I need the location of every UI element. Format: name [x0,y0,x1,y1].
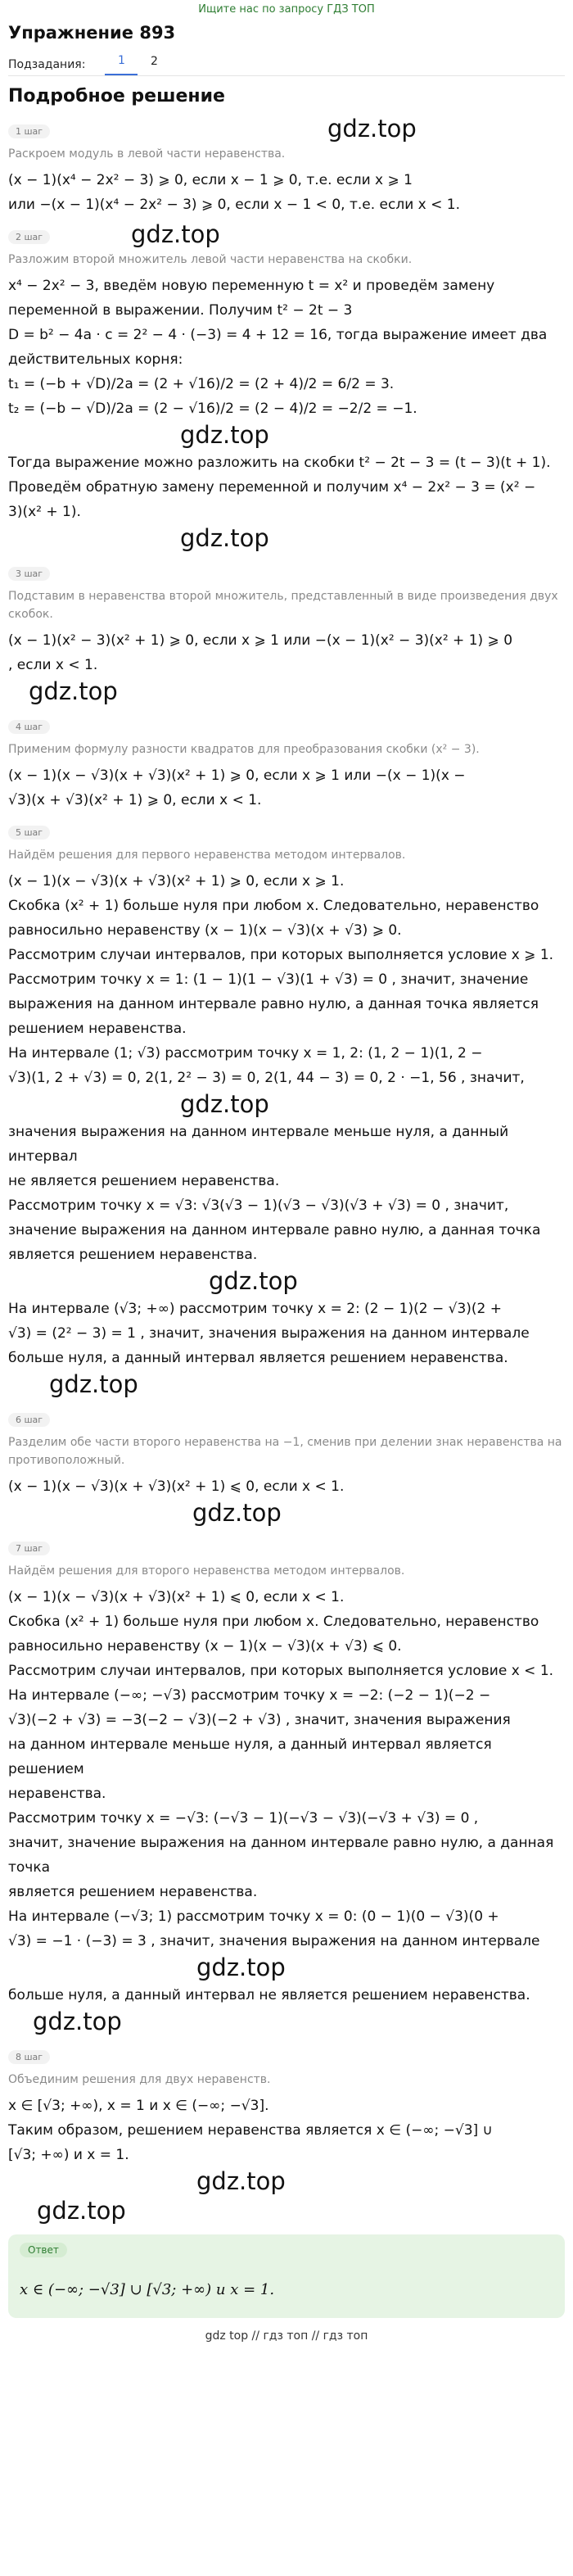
step-line: является решением неравенства. [8,1884,258,1900]
step-note: Найдём решения для первого неравенства методом интервалов. [8,849,406,862]
step-line: √3)(1, 2 + √3) = 0, 2(1, 2² − 3) = 0, 2(1, 44 − 3) = 0, 2 · −1, 56 , значит, [8,1070,525,1086]
step-line: √3)(x + √3)(x² + 1) ⩾ 0, если x < 1. [8,792,262,808]
step-line: значит, значение выражения на данном интервале равно нулю, а данная точка [8,1835,554,1876]
step-badge: 6 шаг [8,1413,50,1427]
solution-step [0,1528,573,2037]
watermark: gdz.top [180,524,269,552]
watermark: gdz.top [196,2167,286,2195]
step-badge: 8 шаг [8,2050,50,2064]
step-line: больше нуля, а данный интервал не является решением неравенства. [8,1987,530,2003]
step-line: [√3; +∞) и x = 1. [8,2147,129,2163]
top-banner: Ищите нас по запросу ГДЗ ТОП [198,3,375,16]
step-line: больше нуля, а данный интервал является решением неравенства. [8,1350,508,1366]
solution-step [0,217,573,554]
step-line: (x − 1)(x⁴ − 2x² − 3) ⩾ 0, если x − 1 ⩾ 0, т.е. если x ⩾ 1 [8,172,413,188]
step-line: является решением неравенства. [8,1247,258,1263]
step-line: значение выражения на данном интервале равно нулю, а данная точка [8,1222,541,1238]
solution-step [0,554,573,707]
page-title: Упражнение 893 [8,23,176,43]
step-note: Разделим обе части второго неравенства на −1, сменив при делении знак неравенства на противоположный. [8,1436,562,1467]
step-line: t₁ = (−b + √D)/2a = (2 + √16)/2 = (2 + 4)/2 = 6/2 = 3. [8,376,395,392]
step-note: Разложим второй множитель левой части неравенства на скобки. [8,253,413,266]
tab-subtask-1[interactable]: 1 [105,54,138,75]
step-line: на данном интервале меньше нуля, а данный интервал является решением [8,1736,492,1777]
step-line: Тогда выражение можно разложить на скобки t² − 2t − 3 = (t − 3)(t + 1). [8,455,551,471]
step-line: (x − 1)(x² − 3)(x² + 1) ⩾ 0, если x ⩾ 1 или −(x − 1)(x² − 3)(x² + 1) ⩾ 0 [8,632,513,649]
answer-box [8,2234,565,2318]
watermark: gdz.top [33,2008,122,2035]
watermark: gdz.top [196,1954,286,1981]
step-line: x ∈ [√3; +∞), x = 1 и x ∈ (−∞; −√3]. [8,2098,269,2114]
answer-text: x ∈ (−∞; −√3] ∪ [√3; +∞) и x = 1. [20,2281,275,2298]
step-line: Рассмотрим точку x = −√3: (−√3 − 1)(−√3 − √3)(−√3 + √3) = 0 , [8,1810,479,1827]
step-line: (x − 1)(x − √3)(x + √3)(x² + 1) ⩾ 0, если x ⩾ 1 или −(x − 1)(x − [8,767,466,784]
step-line: t₂ = (−b − √D)/2a = (2 − √16)/2 = (2 − 4)/2 = −2/2 = −1. [8,401,417,417]
watermark: gdz.top [327,115,417,143]
step-line: Рассмотрим точку x = √3: √3(√3 − 1)(√3 − √3)(√3 + √3) = 0 , значит, [8,1197,509,1214]
step-line: x⁴ − 2x² − 3, введём новую переменную t = x² и проведём замену [8,278,495,294]
step-line: (x − 1)(x − √3)(x + √3)(x² + 1) ⩽ 0, если x < 1. [8,1478,345,1495]
subtasks-label: Подзадания: [8,58,86,71]
step-note: Подставим в неравенства второй множитель, представленный в виде произведения двух скобок. [8,590,558,621]
watermark: gdz.top [180,1090,269,1118]
solution-step [0,2037,573,2226]
step-line: , если x < 1. [8,657,98,673]
watermark: gdz.top [37,2197,126,2225]
tab-subtask-2[interactable]: 2 [150,55,158,68]
step-line: выражения на данном интервале равно нулю, а данная точка является [8,996,539,1012]
step-line: Скобка (x² + 1) больше нуля при любом x. Следовательно, неравенство [8,898,539,914]
step-line: D = b² − 4a · c = 2² − 4 · (−3) = 4 + 12 = 16, тогда выражение имеет два [8,327,548,343]
solution-step [0,813,573,1400]
solution-heading: Подробное решение [8,86,225,106]
step-line: Проведём обратную замену переменной и получим x⁴ − 2x² − 3 = (x² − [8,479,536,496]
step-line: На интервале (−∞; −√3) рассмотрим точку x = −2: (−2 − 1)(−2 − [8,1687,491,1704]
step-line: √3) = −1 · (−3) = 3 , значит, значения выражения на данном интервале [8,1933,540,1949]
step-line: или −(x − 1)(x⁴ − 2x² − 3) ⩾ 0, если x − 1 < 0, т.е. если x < 1. [8,197,460,213]
step-line: равносильно неравенству (x − 1)(x − √3)(x + √3) ⩾ 0. [8,922,402,939]
step-line: не является решением неравенства. [8,1173,280,1189]
solution-steps [0,111,573,2226]
step-line: действительных корня: [8,351,183,368]
step-line: √3) = (2² − 3) = 1 , значит, значения выражения на данном интервале [8,1325,530,1342]
step-line: На интервале (1; √3) рассмотрим точку x = 1, 2: (1, 2 − 1)(1, 2 − [8,1045,483,1062]
watermark: gdz.top [49,1370,138,1398]
step-note: Раскроем модуль в левой части неравенства. [8,147,286,161]
step-line: (x − 1)(x − √3)(x + √3)(x² + 1) ⩽ 0, если x < 1. [8,1589,345,1605]
step-badge: 2 шаг [8,230,50,244]
step-line: неравенства. [8,1786,106,1802]
watermark: gdz.top [131,220,220,248]
step-badge: 5 шаг [8,826,50,840]
step-note: Применим формулу разности квадратов для преобразования скобки (x² − 3). [8,743,480,756]
watermark: gdz.top [180,421,269,449]
step-note: Объединим решения для двух неравенств. [8,2073,271,2086]
answer-badge: Ответ [20,2243,67,2257]
step-line: равносильно неравенству (x − 1)(x − √3)(x + √3) ⩽ 0. [8,1638,402,1655]
step-line: решением неравенства. [8,1021,187,1037]
subtasks-bar [0,49,573,75]
step-line: 3)(x² + 1). [8,504,81,520]
step-badge: 7 шаг [8,1542,50,1555]
watermark: gdz.top [209,1267,298,1295]
step-line: На интервале (−√3; 1) рассмотрим точку x = 0: (0 − 1)(0 − √3)(0 + [8,1908,499,1925]
step-line: √3)(−2 + √3) = −3(−2 − √3)(−2 + √3) , значит, значения выражения [8,1712,511,1728]
step-line: На интервале (√3; +∞) рассмотрим точку x = 2: (2 − 1)(2 − √3)(2 + [8,1301,503,1317]
step-line: (x − 1)(x − √3)(x + √3)(x² + 1) ⩾ 0, если x ⩾ 1. [8,873,345,890]
solution-step [0,1400,573,1528]
step-badge: 1 шаг [8,124,50,138]
step-line: Рассмотрим точку x = 1: (1 − 1)(1 − √3)(1 + √3) = 0 , значит, значение [8,971,529,988]
step-line: значения выражения на данном интервале меньше нуля, а данный интервал [8,1124,509,1165]
step-note: Найдём решения для второго неравенства методом интервалов. [8,1564,405,1578]
step-line: переменной в выражении. Получим t² − 2t − 3 [8,302,353,319]
step-line: Таким образом, решением неравенства является x ∈ (−∞; −√3] ∪ [8,2122,493,2139]
step-line: Скобка (x² + 1) больше нуля при любом x. Следовательно, неравенство [8,1614,539,1630]
solution-step [0,111,573,217]
step-line: Рассмотрим случаи интервалов, при которых выполняется условие x ⩾ 1. [8,947,554,963]
footer-links[interactable]: gdz top // гдз топ // гдз топ [205,2329,368,2343]
step-line: Рассмотрим случаи интервалов, при которых выполняется условие x < 1. [8,1663,554,1679]
solution-step [0,707,573,813]
step-badge: 3 шаг [8,567,50,581]
watermark: gdz.top [192,1499,282,1527]
watermark: gdz.top [29,677,118,705]
step-badge: 4 шаг [8,720,50,734]
